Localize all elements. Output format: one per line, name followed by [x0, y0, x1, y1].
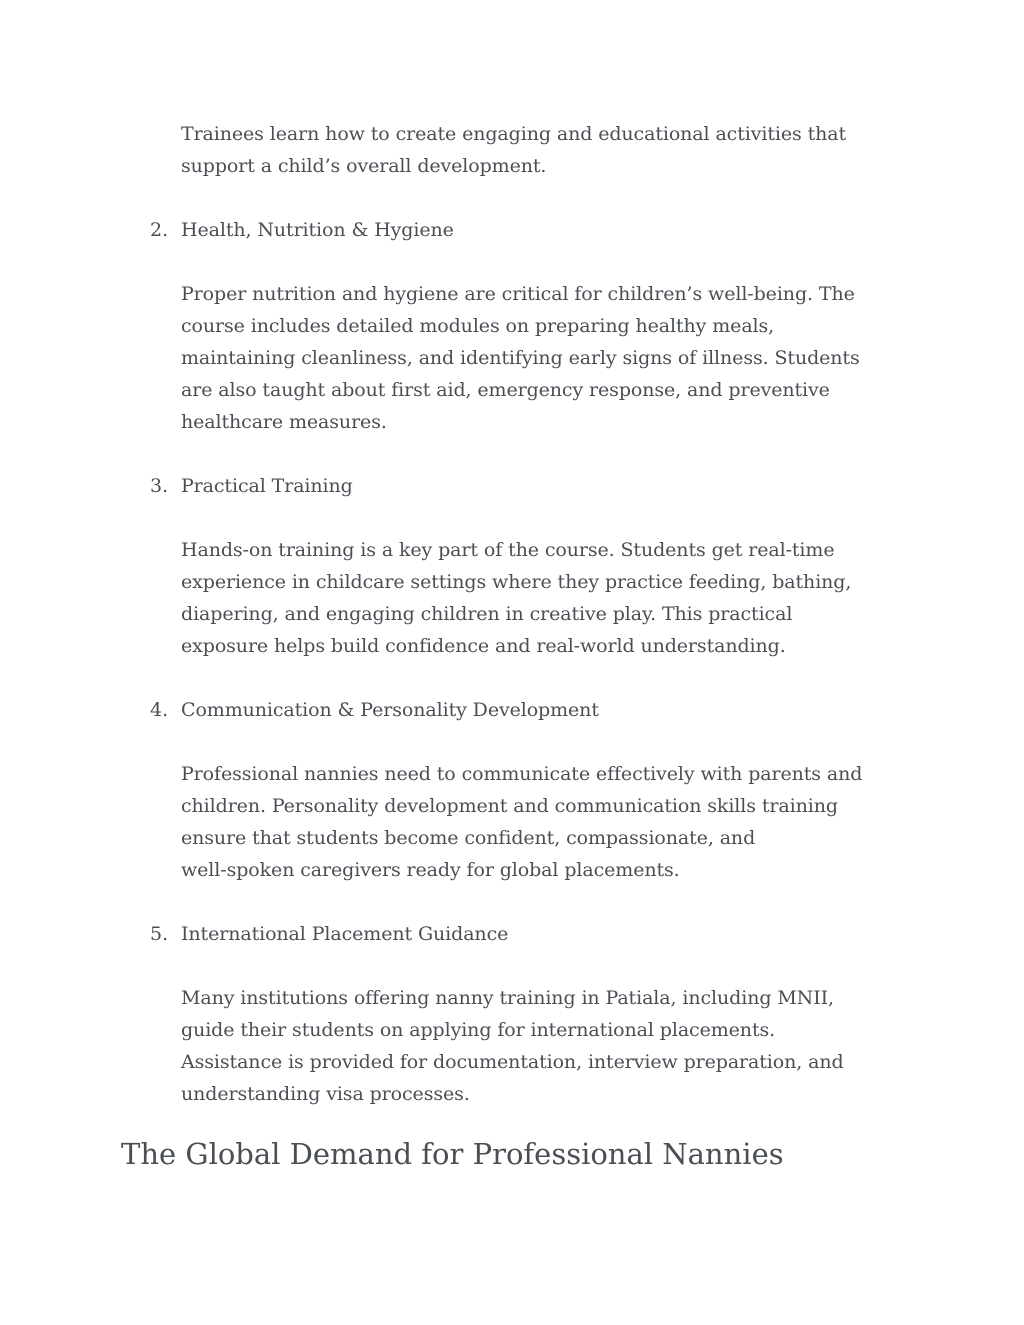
- text-line: maintaining cleanliness, and identifying early signs of illness. Students: [181, 347, 860, 369]
- list-item-label: Practical Training: [181, 475, 353, 497]
- text-line: course includes detailed modules on preparing healthy meals,: [181, 315, 775, 337]
- text-line: healthcare measures.: [181, 411, 387, 433]
- list-item-label: Health, Nutrition & Hygiene: [181, 219, 454, 241]
- list-item-title: [0, 918, 1024, 950]
- text-line: children. Personality development and communication skills training: [181, 795, 838, 817]
- list-number: 3.: [150, 475, 169, 497]
- list-number: 4.: [150, 699, 169, 721]
- list-item-paragraph: [0, 982, 1024, 1110]
- document-body: [0, 118, 1024, 1142]
- list-number: 2.: [150, 219, 169, 241]
- text-line: ensure that students become confident, compassionate, and: [181, 827, 756, 849]
- list-item-paragraph: [0, 534, 1024, 662]
- intro-paragraph: [0, 118, 1024, 182]
- text-line: Hands-on training is a key part of the course. Students get real-time: [181, 539, 835, 561]
- text-line: Assistance is provided for documentation, interview preparation, and: [181, 1051, 844, 1073]
- text-line: understanding visa processes.: [181, 1083, 470, 1105]
- text-line: are also taught about first aid, emergency response, and preventive: [181, 379, 830, 401]
- list-item-title: [0, 470, 1024, 502]
- text-line: diapering, and engaging children in creative play. This practical: [181, 603, 793, 625]
- text-line: support a child’s overall development.: [181, 155, 547, 177]
- list-item-label: International Placement Guidance: [181, 923, 509, 945]
- text-line: experience in childcare settings where they practice feeding, bathing,: [181, 571, 852, 593]
- list-item-label: Communication & Personality Development: [181, 699, 599, 721]
- text-line: guide their students on applying for international placements.: [181, 1019, 776, 1041]
- text-line: exposure helps build confidence and real-world understanding.: [181, 635, 786, 657]
- text-line: Trainees learn how to create engaging and educational activities that: [181, 123, 847, 145]
- text-line: Many institutions offering nanny training in Patiala, including MNII,: [181, 987, 834, 1009]
- section-heading: The Global Demand for Professional Nannies: [121, 1137, 784, 1171]
- text-line: Proper nutrition and hygiene are critical for children’s well-being. The: [181, 283, 855, 305]
- list-item-paragraph: [0, 758, 1024, 886]
- list-number: 5.: [150, 923, 169, 945]
- list-item-title: [0, 214, 1024, 246]
- list-item-title: [0, 694, 1024, 726]
- list-item-paragraph: [0, 278, 1024, 438]
- text-line: Professional nannies need to communicate effectively with parents and: [181, 763, 863, 785]
- text-line: well-spoken caregivers ready for global placements.: [181, 859, 680, 881]
